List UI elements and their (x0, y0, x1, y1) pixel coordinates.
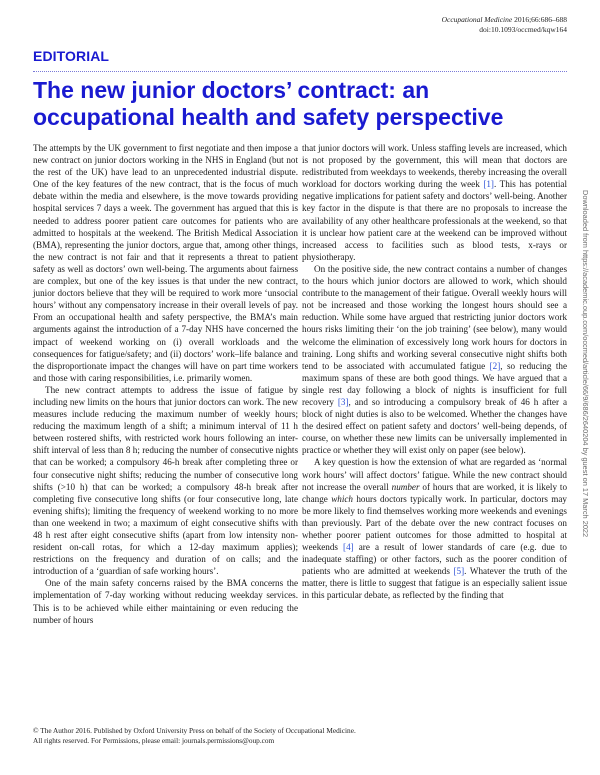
body-column-left (33, 142, 298, 626)
doi: doi:10.1093/occmed/kqw164 (479, 25, 567, 34)
section-label: EDITORIAL (33, 48, 110, 64)
watermark-text: Downloaded from https://academic.oup.com/occmed/article/66/9/686/2640204 by guest on 17 March 2022 (581, 190, 590, 538)
paragraph: The attempts by the UK government to first negotiate and then impose a new contract on junior doctors working in the NHS in England (but not the rest of the UK) have lead to an unprecedented industrial dispute. One of the key features of the new contract, that is the focus of much debate within the media and elsewhere, is the move towards providing hospital services 7 days a week. The government has argued that this is needed to address poorer patient care outcomes for patients who are admitted to hospitals at the weekend. The British Medical Association (BMA), representing the junior doctors, argue that, among other things, the new contract is not fair and that it represents a threat to patient safety as well as doctors’ own well-being. The arguments about fairness are complex, but one of the key issues is that under the new contract, junior doctors believe that they will be required to work more ‘unsocial hours’ without any compensatory increase in their overall levels of pay. From an occupational health and safety perspective, the BMA’s main arguments against the introduction of a 7-day NHS have concerned the impact of weekend working on (i) overall workloads and the consequences for fatigue/safety; and (ii) doctors’ work–life balance and the disproportionate impact the changes will have on part time workers and those with caring responsibilities, i.e. primarily women. (33, 143, 298, 383)
reference-link-1[interactable]: [1] (483, 179, 494, 190)
paragraph: One of the main safety concerns raised by the BMA concerns the implementation of 7-day working without reducing weekday services. This is to be achieved while either maintaining or even reducing the number of hours (33, 578, 298, 625)
text-run: . This has potential negative implications for patient safety and doctors’ well-being. Another key factor in the dispute is that there are no proposals to increase the availability of any other healthcare professionals at the weekend, so that it is unclear how patient care at the weekend can be improved without increased access to facilities such as blood tests, x-rays or physiotherapy. (302, 179, 567, 262)
text-run: , so reducing the maximum spans of these are both good things. We have argued that a single rest day following a block of nights is insufficient for full recovery (302, 360, 567, 407)
journal-name: Occupational Medicine (441, 15, 513, 24)
reference-link-2[interactable]: [2] (489, 360, 501, 371)
text-run: , and so introducing a compulsory break of 46 h after a block of night duties is also to be welcomed. Whether the changes have the desired effect on patient safety and doctors’ well-being depends, of course, on whether these new limits can be universally implemented in practice or whether they will exist only on paper (see below). (302, 396, 568, 456)
reference-link-5[interactable]: [5] (453, 566, 465, 577)
text-run: of hours that are worked, it is likely to change (302, 481, 568, 504)
article-title: The new junior doctors’ contract: an occupational health and safety perspective (33, 77, 504, 130)
paragraph (302, 456, 567, 601)
permissions-line: All rights reserved. For Permissions, please email: journals.permissions@oup.com (33, 735, 275, 745)
citation-volume-pages: 2016;66:686–688 (514, 15, 567, 24)
paragraph (302, 142, 567, 263)
text-run: hours doctors typically work. In particular, doctors may be more likely to find themselves working more weekends and evenings than previously. Part of the debate over the new contract focuses on whether poorer patient outcomes for those admitted to hospital at weekends (302, 493, 567, 553)
copyright-line: © The Author 2016. Published by Oxford University Press on behalf of the Society of Occupational Medicine. (33, 726, 356, 735)
text-run: are a result of lower standards of care (e.g. due to inadequate staffing) or other factors, such as the poorer condition of patients who are admitted at weekends (302, 542, 567, 577)
text-run: that junior doctors will work. Unless staffing levels are increased, which is not proposed by the government, this will mean that doctors are redistributed from weekdays to weekends, thereby increasing the overall workload for doctors working during the week (302, 143, 567, 190)
emphasis: which (331, 493, 353, 504)
section-divider (33, 71, 567, 72)
text-run: On the positive side, the new contract contains a number of changes to the hours which junior doctors are allowed to work, which should contribute to the management of their fatigue. Overall weekly hours will not be increased and those working the longest hours should see a reduction. While some have argued that restricting junior doctors work hours risks limiting their ‘on the job training’ (see below), many would welcome the elimination of excessively long work hours for doctors in training. Long shifts and working several consecutive night shifts both tend to be associated with accumulated fatigue (302, 263, 567, 371)
copyright-footer (33, 726, 356, 745)
reference-link-4[interactable]: [4] (343, 542, 354, 553)
journal-citation (442, 15, 567, 35)
paragraph (302, 263, 567, 457)
paragraph: The new contract attempts to address the issue of fatigue by including new limits on the hours that junior doctors can work. The new measures include reducing the maximum number of weekly hours; reducing the maximum length of a shift; a minimum interval of 11 h between rostered shifts, with restricted work hours following an inter-shift interval of less than 8 h; reducing the number of consecutive nights that can be worked; a compulsory 46-h break after completing three or four consecutive night shifts; reducing the number of consecutive long shifts (>10 h) that can be worked; a compulsory 48-h break after completing five consecutive long shifts (or four consecutive long, late evening shifts); limiting the frequency of weekend working to no more than one weekend in two; a maximum of eight consecutive shifts with 48 h rest after eight consecutive shifts (apart from low intensity non-resident on-call rotas, for which a 12-day maximum applies); restrictions on the frequency and duration of on calls; and the introduction of a ‘guardian of safe working hours’. (33, 384, 298, 577)
text-run: A key question is how the extension of what are regarded as ‘normal work hours’ will affect doctors’ fatigue. While the new contract should not increase the overall (302, 457, 567, 492)
emphasis: number (391, 481, 420, 492)
body-column-right (302, 142, 567, 602)
reference-link-3[interactable]: [3] (337, 396, 349, 407)
download-watermark (578, 190, 594, 620)
text-run: . Whatever the truth of the matter, there is little to suggest that fatigue is an especially salient issue in this particular debate, as reflected by the finding that (302, 566, 567, 601)
